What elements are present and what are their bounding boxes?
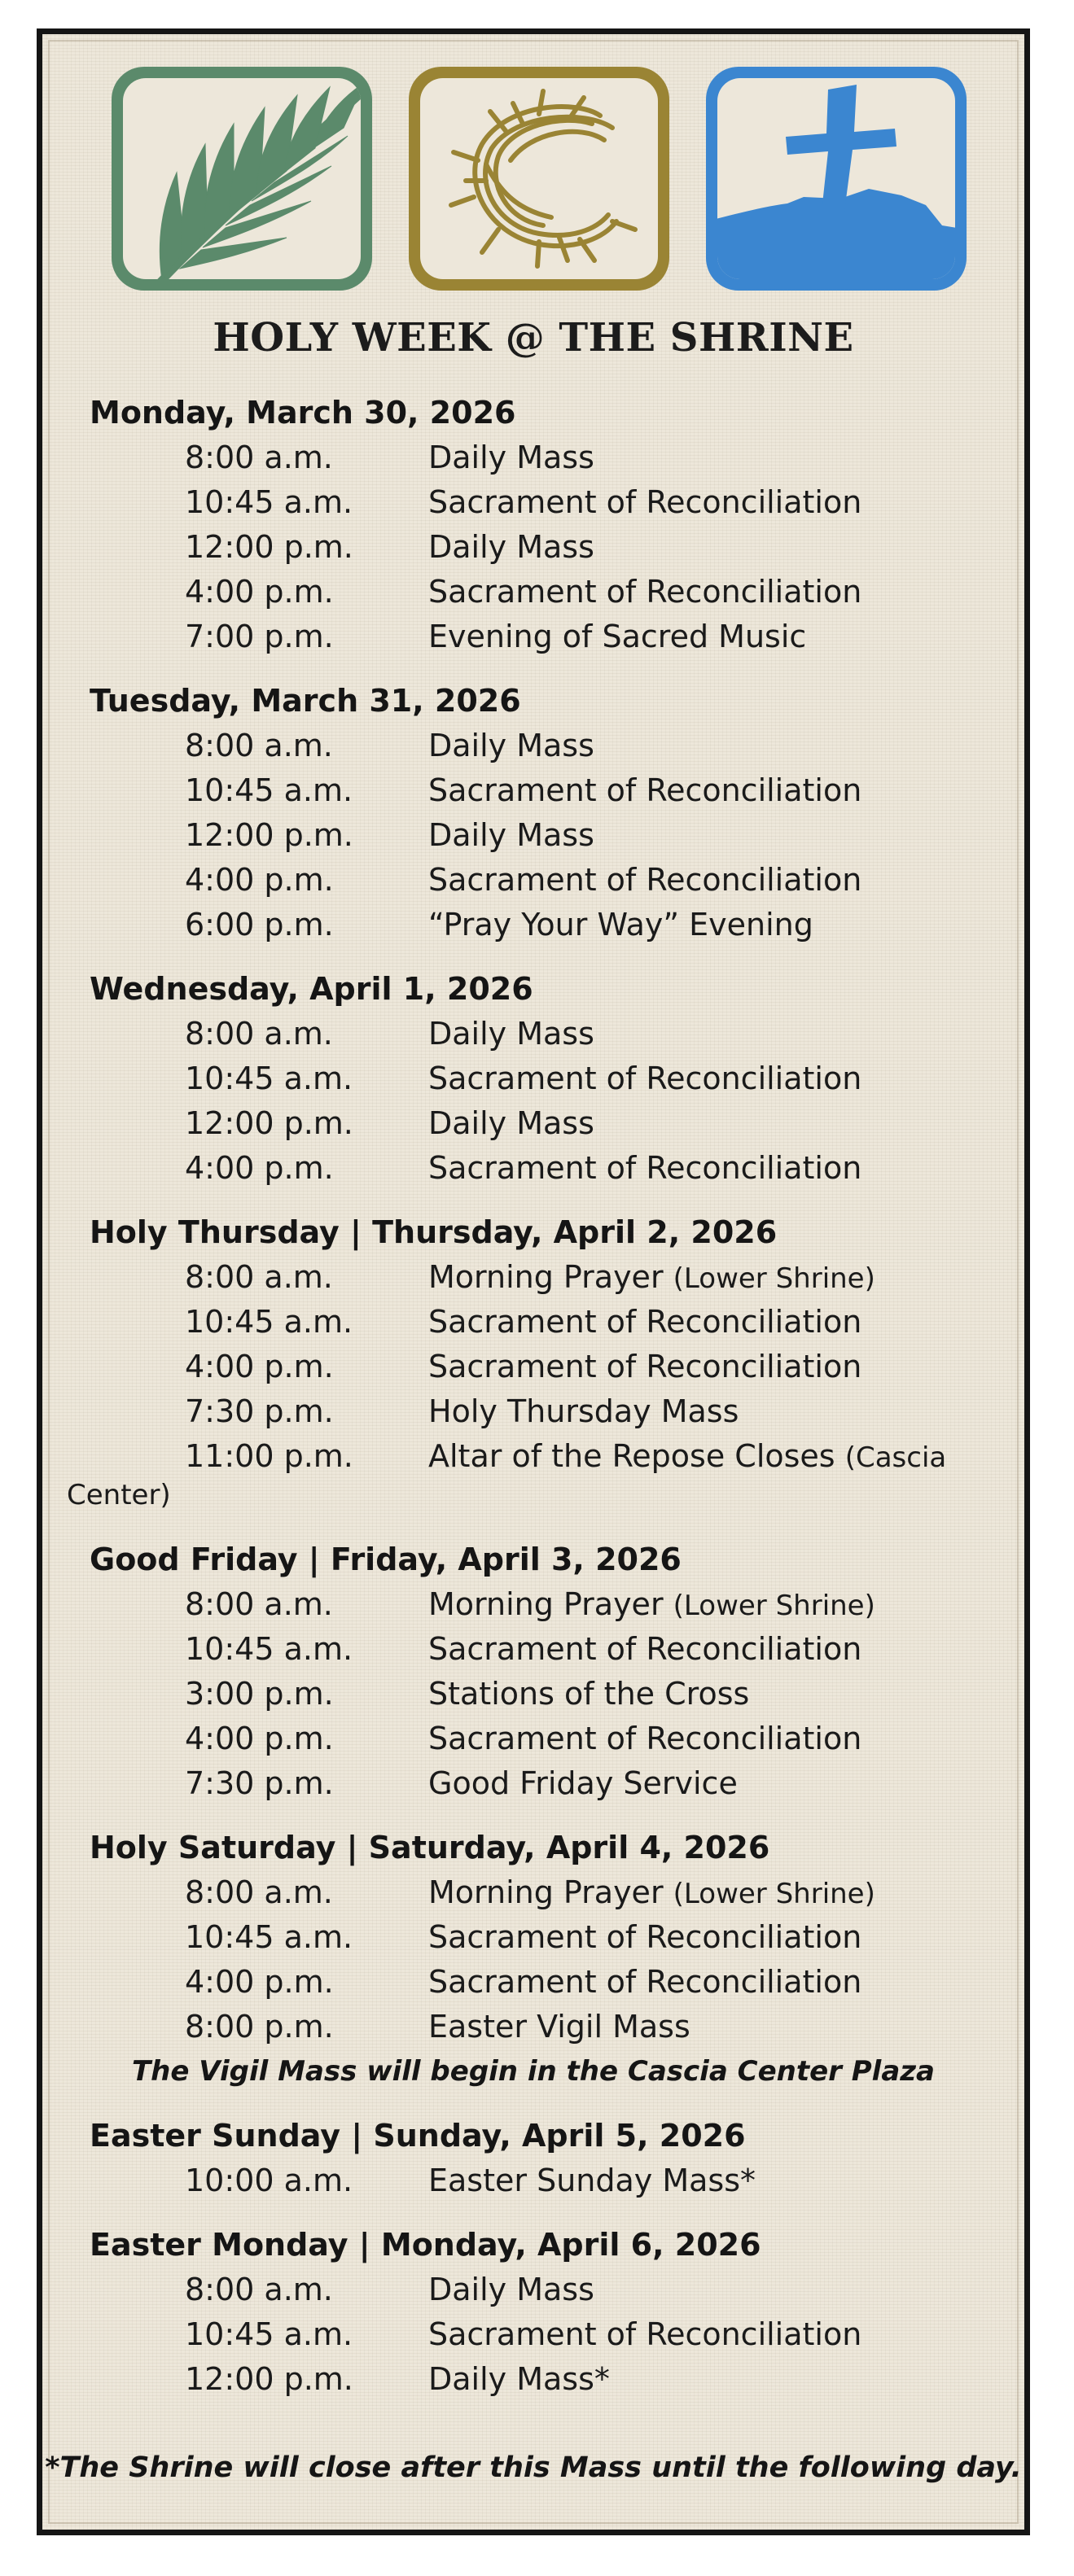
- event-title: [428, 858, 861, 903]
- event-title-text: Sacrament of Reconciliation: [428, 574, 862, 610]
- event-time: 10:45 a.m.: [185, 1304, 353, 1340]
- event-title: [428, 1761, 738, 1806]
- event-row: [42, 1434, 1024, 1479]
- event-time: 12:00 p.m.: [185, 1105, 353, 1141]
- event-title: [428, 1960, 861, 2005]
- event-row: [42, 1389, 1024, 1434]
- day-heading: Wednesday, April 1, 2026: [90, 971, 533, 1007]
- event-row: [42, 1870, 1024, 1915]
- event-title: [428, 1717, 861, 1761]
- event-title-text: Good Friday Service: [428, 1765, 738, 1801]
- event-row: [42, 1101, 1024, 1146]
- day-heading: Holy Saturday | Saturday, April 4, 2026: [90, 1830, 770, 1865]
- event-title-text: Sacrament of Reconciliation: [428, 1721, 862, 1756]
- event-row: [42, 2312, 1024, 2357]
- event-row: [42, 525, 1024, 570]
- event-row: [42, 435, 1024, 480]
- day-section: [42, 391, 1024, 659]
- day-section: [42, 2223, 1024, 2402]
- event-time: 8:00 p.m.: [185, 2009, 334, 2045]
- day-heading: Monday, March 30, 2026: [90, 395, 516, 431]
- event-row: [42, 2158, 1024, 2203]
- event-row: [42, 2005, 1024, 2049]
- event-time: 12:00 p.m.: [185, 2361, 353, 2397]
- flyer-frame: [37, 28, 1030, 2535]
- day-note: The Vigil Mass will begin in the Cascia Center Plaza: [131, 2055, 936, 2088]
- day-section: [42, 2114, 1024, 2203]
- event-title: [428, 480, 861, 525]
- event-row: [42, 1300, 1024, 1345]
- event-time: 7:30 p.m.: [185, 1765, 334, 1801]
- event-title: [428, 1870, 875, 1917]
- event-row: [42, 903, 1024, 947]
- event-title-text: Daily Mass: [428, 529, 594, 565]
- event-title: [428, 1434, 946, 1480]
- event-time: 4:00 p.m.: [185, 1721, 334, 1756]
- event-title: [428, 1255, 875, 1301]
- event-row: [42, 724, 1024, 768]
- event-title-text: Daily Mass: [428, 440, 594, 475]
- event-title: [428, 2357, 610, 2402]
- event-time: 8:00 a.m.: [185, 440, 333, 475]
- event-title-text: “Pray Your Way” Evening: [428, 907, 813, 942]
- event-time: 8:00 a.m.: [185, 1586, 333, 1622]
- day-section: [42, 1210, 1024, 1518]
- event-time: 12:00 p.m.: [185, 817, 353, 853]
- event-time: 10:45 a.m.: [185, 2316, 353, 2352]
- event-title: [428, 1146, 861, 1191]
- event-title-text: Sacrament of Reconciliation: [428, 772, 862, 808]
- event-title: [428, 1627, 861, 1672]
- event-location: (Lower Shrine): [673, 1262, 875, 1295]
- event-time: 10:45 a.m.: [185, 1061, 353, 1096]
- event-title-text: Sacrament of Reconciliation: [428, 484, 862, 520]
- event-row: [42, 1627, 1024, 1672]
- event-title-text: Altar of the Repose Closes: [428, 1438, 835, 1474]
- day-heading: Good Friday | Friday, April 3, 2026: [90, 1542, 682, 1577]
- event-row: [42, 1915, 1024, 1960]
- event-location-continued: Center): [67, 1479, 171, 1511]
- page-title: HOLY WEEK @ THE SHRINE: [213, 315, 854, 361]
- event-row: [42, 570, 1024, 614]
- event-title-text: Sacrament of Reconciliation: [428, 1304, 862, 1340]
- event-title-text: Stations of the Cross: [428, 1676, 750, 1712]
- event-title-text: Evening of Sacred Music: [428, 619, 807, 654]
- day-section: [42, 967, 1024, 1191]
- event-row: [42, 2357, 1024, 2402]
- event-row: [42, 1960, 1024, 2005]
- event-time: 4:00 p.m.: [185, 1349, 334, 1384]
- day-section: [42, 1537, 1024, 1806]
- event-time: 6:00 p.m.: [185, 907, 334, 942]
- event-time: 8:00 a.m.: [185, 728, 333, 763]
- event-title: [428, 1056, 861, 1101]
- event-time: 10:45 a.m.: [185, 772, 353, 808]
- event-title: [428, 1300, 861, 1345]
- event-title-text: Holy Thursday Mass: [428, 1393, 739, 1429]
- event-time: 8:00 a.m.: [185, 1016, 333, 1052]
- event-title: [428, 2312, 861, 2357]
- event-row: [42, 1582, 1024, 1627]
- day-section: [42, 1826, 1024, 2094]
- event-title: [428, 1582, 875, 1629]
- event-time: 8:00 a.m.: [185, 2272, 333, 2307]
- event-title-text: Morning Prayer: [428, 1874, 664, 1910]
- event-location: (Lower Shrine): [673, 1878, 875, 1910]
- event-title: [428, 2268, 594, 2312]
- event-time: 3:00 p.m.: [185, 1676, 334, 1712]
- day-heading: Easter Sunday | Sunday, April 5, 2026: [90, 2118, 746, 2154]
- event-row: [42, 614, 1024, 659]
- event-time: 10:00 a.m.: [185, 2163, 353, 2198]
- event-title: [428, 1012, 594, 1056]
- event-title-text: Sacrament of Reconciliation: [428, 1631, 862, 1667]
- event-row: [42, 1672, 1024, 1717]
- event-row: [42, 858, 1024, 903]
- event-title-text: Daily Mass: [428, 817, 594, 853]
- event-title: [428, 614, 806, 659]
- event-title-text: Morning Prayer: [428, 1586, 664, 1622]
- event-time: 8:00 a.m.: [185, 1259, 333, 1295]
- event-title: [428, 570, 861, 614]
- event-row: [42, 813, 1024, 858]
- event-title-text: Daily Mass: [428, 2272, 594, 2307]
- palm-frond-icon: [112, 67, 372, 291]
- event-title-text: Sacrament of Reconciliation: [428, 862, 862, 898]
- event-time: 4:00 p.m.: [185, 1150, 334, 1186]
- event-title: [428, 1389, 739, 1434]
- event-row: [42, 1761, 1024, 1806]
- event-title: [428, 2158, 756, 2203]
- event-row: [42, 1717, 1024, 1761]
- event-time: 4:00 p.m.: [185, 1964, 334, 2000]
- event-title-text: Daily Mass: [428, 1105, 594, 1141]
- event-title: [428, 813, 594, 858]
- event-row: [42, 2268, 1024, 2312]
- schedule-list: [42, 391, 1024, 2421]
- event-title-text: Sacrament of Reconciliation: [428, 1061, 862, 1096]
- event-title: [428, 768, 861, 813]
- event-time: 7:00 p.m.: [185, 619, 334, 654]
- event-title: [428, 724, 594, 768]
- event-row: [42, 1345, 1024, 1389]
- event-title: [428, 2005, 690, 2049]
- event-location: (Lower Shrine): [673, 1590, 875, 1622]
- event-title: [428, 525, 594, 570]
- event-time: 4:00 p.m.: [185, 574, 334, 610]
- event-title-text: Daily Mass*: [428, 2361, 610, 2397]
- event-title: [428, 1101, 594, 1146]
- event-time: 4:00 p.m.: [185, 862, 334, 898]
- event-title: [428, 435, 594, 480]
- event-location: (Cascia: [844, 1441, 947, 1474]
- event-title-text: Daily Mass: [428, 1016, 594, 1052]
- event-title-text: Easter Sunday Mass*: [428, 2163, 756, 2198]
- crown-of-thorns-icon: [409, 67, 669, 291]
- event-title-text: Morning Prayer: [428, 1259, 664, 1295]
- event-time: 10:45 a.m.: [185, 484, 353, 520]
- event-title-text: Sacrament of Reconciliation: [428, 2316, 862, 2352]
- event-title-text: Sacrament of Reconciliation: [428, 1150, 862, 1186]
- event-row: [42, 480, 1024, 525]
- event-title-text: Easter Vigil Mass: [428, 2009, 690, 2045]
- event-row: [42, 1056, 1024, 1101]
- event-row: [42, 1012, 1024, 1056]
- event-title: [428, 1345, 861, 1389]
- event-row: [42, 1255, 1024, 1300]
- event-title-text: Daily Mass: [428, 728, 594, 763]
- event-row: [42, 1146, 1024, 1191]
- day-heading: Easter Monday | Monday, April 6, 2026: [90, 2227, 761, 2263]
- day-section: [42, 679, 1024, 947]
- event-time: 10:45 a.m.: [185, 1631, 353, 1667]
- day-heading: Tuesday, March 31, 2026: [90, 683, 521, 719]
- event-row: [42, 768, 1024, 813]
- event-time: 10:45 a.m.: [185, 1919, 353, 1955]
- event-title-text: Sacrament of Reconciliation: [428, 1964, 862, 2000]
- footnote: *The Shrine will close after this Mass until the following day.: [45, 2451, 1022, 2484]
- event-title-text: Sacrament of Reconciliation: [428, 1919, 862, 1955]
- event-title: [428, 903, 813, 947]
- event-title: [428, 1672, 749, 1717]
- event-time: 11:00 p.m.: [185, 1438, 353, 1474]
- event-time: 7:30 p.m.: [185, 1393, 334, 1429]
- day-heading: Holy Thursday | Thursday, April 2, 2026: [90, 1214, 778, 1250]
- event-time: 12:00 p.m.: [185, 529, 353, 565]
- event-time: 8:00 a.m.: [185, 1874, 333, 1910]
- cross-on-hill-icon: [706, 67, 967, 291]
- event-title: [428, 1915, 861, 1960]
- event-title-text: Sacrament of Reconciliation: [428, 1349, 862, 1384]
